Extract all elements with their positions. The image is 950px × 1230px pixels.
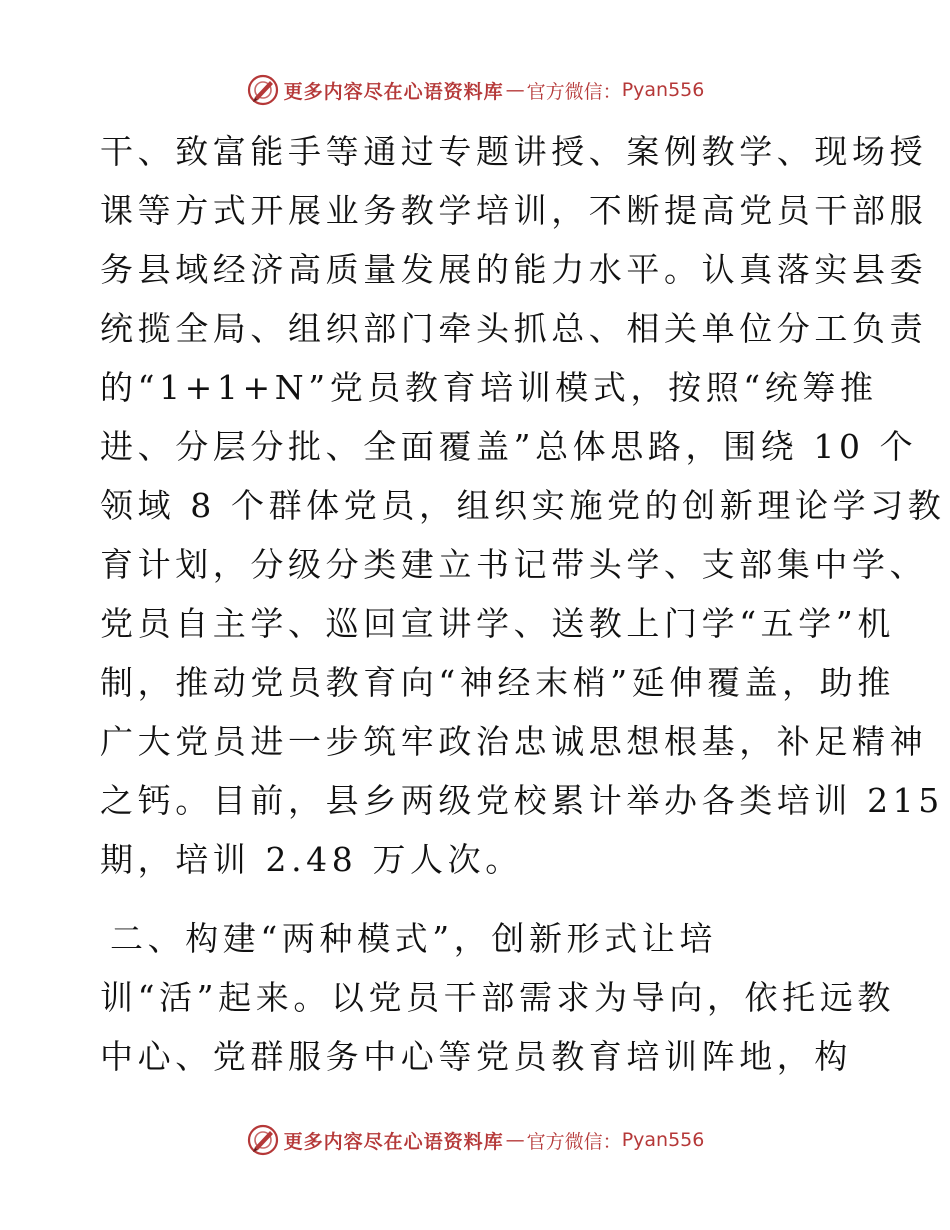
header-watermark [0, 70, 950, 110]
paragraph-1 [100, 122, 946, 889]
text-line: 进、分层分批、全面覆盖”总体思路，围绕 10 个 [100, 427, 918, 466]
watermark-wechat-id: Pyan556 [621, 79, 705, 101]
watermark-separator: — [505, 79, 525, 101]
text-line: 领域 8 个群体党员，组织实施党的创新理论学习教 [100, 486, 946, 525]
text-line: 党员自主学、巡回宣讲学、送教上门学“五学”机 [100, 604, 895, 643]
text-line: 之钙。目前，县乡两级党校累计举办各类培训 215 [100, 781, 944, 820]
text-line: 期，培训 2.48 万人次。 [100, 840, 523, 879]
text-line: 干、致富能手等通过专题讲授、案例教学、现场授 [100, 132, 928, 171]
watermark-separator: — [505, 1129, 525, 1151]
text-line: 统揽全局、组织部门牵头抓总、相关单位分工负责 [100, 309, 928, 348]
watermark-wechat-id: Pyan556 [621, 1129, 705, 1151]
document-body [100, 122, 946, 1086]
text-line: 制，推动党员教育向“神经末梢”延伸覆盖，助推 [100, 663, 895, 702]
section-heading: 二、构建“两种模式”，创新形式让培 [110, 919, 717, 958]
text-line: 课等方式开展业务教学培训，不断提高党员干部服 [100, 191, 928, 230]
text-line: 训“活”起来。以党员干部需求为导向，依托远教 [100, 978, 895, 1017]
paragraph-2 [100, 968, 895, 1086]
watermark-logo-icon [246, 73, 280, 107]
watermark-text: 更多内容尽在心语资料库 [283, 1130, 504, 1153]
text-line: 广大党员进一步筑牢政治忠诚思想根基，补足精神 [100, 722, 928, 761]
text-line: 育计划，分级分类建立书记带头学、支部集中学、 [100, 545, 928, 584]
text-line: 的“1+1+N”党员教育培训模式，按照“统筹推 [100, 368, 878, 407]
watermark-wechat-label: 官方微信： [526, 1130, 622, 1153]
footer-watermark [0, 1120, 950, 1160]
watermark-text: 更多内容尽在心语资料库 [283, 80, 504, 103]
watermark-logo-icon [246, 1123, 280, 1157]
watermark-wechat-label: 官方微信： [526, 80, 622, 103]
text-line: 中心、党群服务中心等党员教育培训阵地，构 [100, 1037, 852, 1076]
text-line: 务县域经济高质量发展的能力水平。认真落实县委 [100, 250, 928, 289]
